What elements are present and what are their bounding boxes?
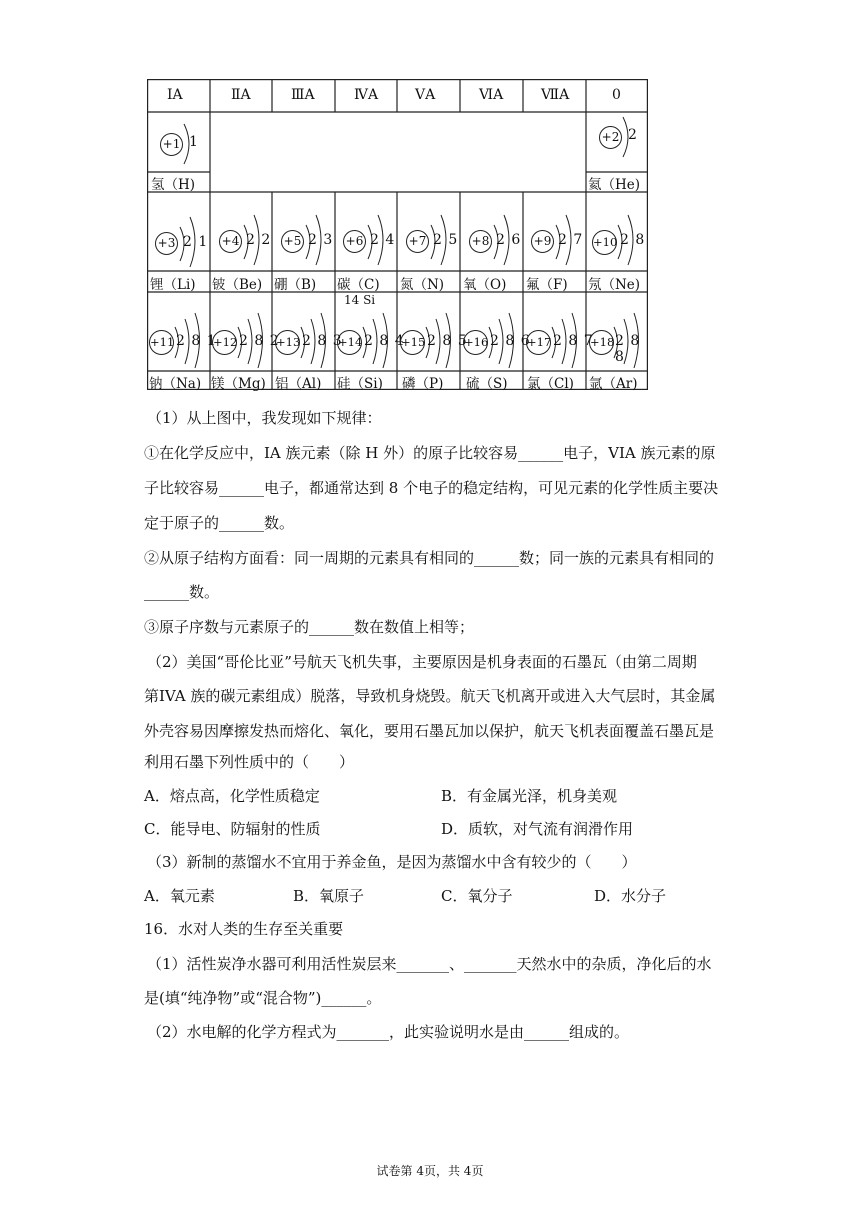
nucleus-na: +11: [149, 330, 174, 355]
element-name-cl: 氯（Cl): [527, 376, 574, 392]
element-name-ar: 氩（Ar): [589, 376, 638, 392]
nucleus-s: +16: [463, 330, 488, 355]
q2-line4: 利用石墨下列性质中的（ ）: [144, 753, 355, 771]
element-name-na: 钠（Na): [149, 376, 202, 392]
electron-config-mg: 2 8 2: [239, 333, 280, 349]
q2-option-d: D．质软，对气流有润滑作用: [441, 820, 634, 838]
electron-config-c: 2 4: [370, 232, 396, 248]
q3-option-c: C．氧分子: [441, 887, 513, 905]
nucleus-c: +6: [343, 230, 366, 253]
q3-stem: （3）新制的蒸馏水不宜用于养金鱼，是因为蒸馏水中含有较少的（ ）: [147, 853, 637, 871]
electron-config-na: 2 8 1: [176, 333, 217, 349]
group-header-2a: ⅡA: [231, 87, 251, 103]
q3-option-a: A．氧元素: [144, 887, 215, 905]
nucleus-p: +15: [400, 330, 425, 355]
nucleus-he: +2: [599, 126, 622, 149]
nucleus-mg: +12: [212, 330, 237, 355]
electron-config-h: 1: [189, 134, 199, 150]
q1-rule2-line2: ______数。: [144, 583, 220, 601]
element-name-li: 锂（Li): [150, 277, 196, 293]
nucleus-si: +14: [337, 330, 362, 355]
q2-option-b: B．有金属光泽，机身美观: [441, 787, 618, 805]
q16-part1-line2: 是(填“纯净物”或“混合物”)______。: [144, 989, 382, 1007]
q16-part2: （2）水电解的化学方程式为_______，此实验说明水是由______组成的。: [147, 1023, 630, 1041]
element-name-be: 铍（Be): [212, 277, 263, 293]
group-header-6a: ⅥA: [479, 87, 504, 103]
q1-intro: （1）从上图中，我发现如下规律：: [147, 409, 382, 427]
group-header-4a: ⅣA: [354, 87, 379, 103]
electron-config-p: 2 8 5: [427, 333, 468, 349]
element-name-f: 氟（F): [526, 277, 568, 293]
group-header-3a: ⅢA: [291, 87, 315, 103]
element-name-he: 氦（He): [588, 177, 641, 193]
q1-rule3: ③原子序数与元素原子的______数在数值上相等；: [144, 618, 475, 636]
element-name-c: 碳（C): [337, 277, 380, 293]
nucleus-o: +8: [469, 230, 492, 253]
q2-line3: 外壳容易因摩擦发热而熔化、氧化，要用石墨瓦加以保护，航天飞机表面覆盖石墨瓦是: [144, 722, 715, 740]
electron-config-s: 2 8 6: [490, 333, 531, 349]
element-name-n: 氮（N): [400, 277, 445, 293]
element-name-o: 氧（O): [463, 277, 507, 293]
electron-config-f: 2 7: [558, 232, 584, 248]
electron-config-b: 2 3: [308, 232, 334, 248]
q1-rule1-line1: ①在化学反应中，IA 族元素（除 H 外）的原子比较容易______电子，VIA 族元素的原: [144, 444, 716, 462]
element-name-b: 硼（B): [274, 277, 317, 293]
group-header-5a: ⅤA: [415, 87, 436, 103]
nucleus-al: +13: [275, 330, 300, 355]
nucleus-h: +1: [160, 133, 183, 156]
element-name-p: 磷（P): [402, 376, 444, 392]
silicon-note: 14 Si: [344, 293, 376, 307]
q1-rule1-line3: 定于原子的______数。: [144, 514, 295, 532]
nucleus-ne: +10: [592, 230, 617, 255]
electron-config-ne: 2 8: [620, 232, 646, 248]
electron-config-he: 2: [628, 127, 638, 143]
q16-title: 16．水对人类的生存至关重要: [144, 920, 344, 938]
nucleus-n: +7: [406, 230, 429, 253]
element-name-mg: 镁（Mg): [211, 376, 266, 392]
group-header-1a: ⅠA: [167, 87, 183, 103]
element-name-h: 氢（H): [151, 177, 196, 193]
q2-option-a: A．熔点高，化学性质稳定: [144, 787, 320, 805]
electron-config-ar: 2 8 8: [615, 333, 641, 365]
element-name-si: 硅（Si): [337, 376, 383, 392]
nucleus-cl: +17: [526, 330, 551, 355]
periodic-table: [147, 79, 648, 390]
electron-config-li: 2 1: [183, 234, 209, 250]
electron-config-si: 2 8 4: [364, 333, 405, 349]
electron-config-be: 2 2: [246, 232, 272, 248]
q3-option-b: B．氧原子: [293, 887, 365, 905]
q2-line1: （2）美国“哥伦比亚”号航天飞机失事，主要原因是机身表面的石墨瓦（由第二周期: [147, 653, 697, 671]
group-header-0: 0: [612, 87, 621, 103]
nucleus-li: +3: [155, 232, 178, 255]
electron-config-n: 2 5: [433, 232, 459, 248]
nucleus-ar: +18: [589, 330, 614, 355]
element-name-al: 铝（Al): [275, 376, 322, 392]
page-footer: 试卷第 4页，共 4页: [376, 1164, 484, 1178]
q2-line2: 第IVA 族的碳元素组成）脱落，导致机身烧毁。航天飞机离开或进入大气层时，其金属: [144, 687, 716, 705]
electron-config-cl: 2 8 7: [553, 333, 594, 349]
element-name-s: 硫（S): [466, 376, 508, 392]
group-header-7a: ⅦA: [541, 87, 570, 103]
electron-config-al: 2 8 3: [302, 333, 343, 349]
q2-option-c: C．能导电、防辐射的性质: [144, 820, 321, 838]
nucleus-f: +9: [531, 230, 554, 253]
nucleus-b: +5: [281, 230, 304, 253]
q1-rule1-line2: 子比较容易______电子，都通常达到 8 个电子的稳定结构，可见元素的化学性质主要决: [144, 479, 719, 497]
element-name-ne: 氖（Ne): [588, 277, 641, 293]
nucleus-be: +4: [219, 230, 242, 253]
q16-part1-line1: （1）活性炭净水器可利用活性炭层来_______、_______天然水中的杂质，净化后的水: [147, 955, 712, 973]
electron-config-o: 2 6: [496, 232, 522, 248]
q3-option-d: D．水分子: [594, 887, 667, 905]
q1-rule2-line1: ②从原子结构方面看：同一周期的元素具有相同的______数；同一族的元素具有相同的: [144, 549, 715, 567]
